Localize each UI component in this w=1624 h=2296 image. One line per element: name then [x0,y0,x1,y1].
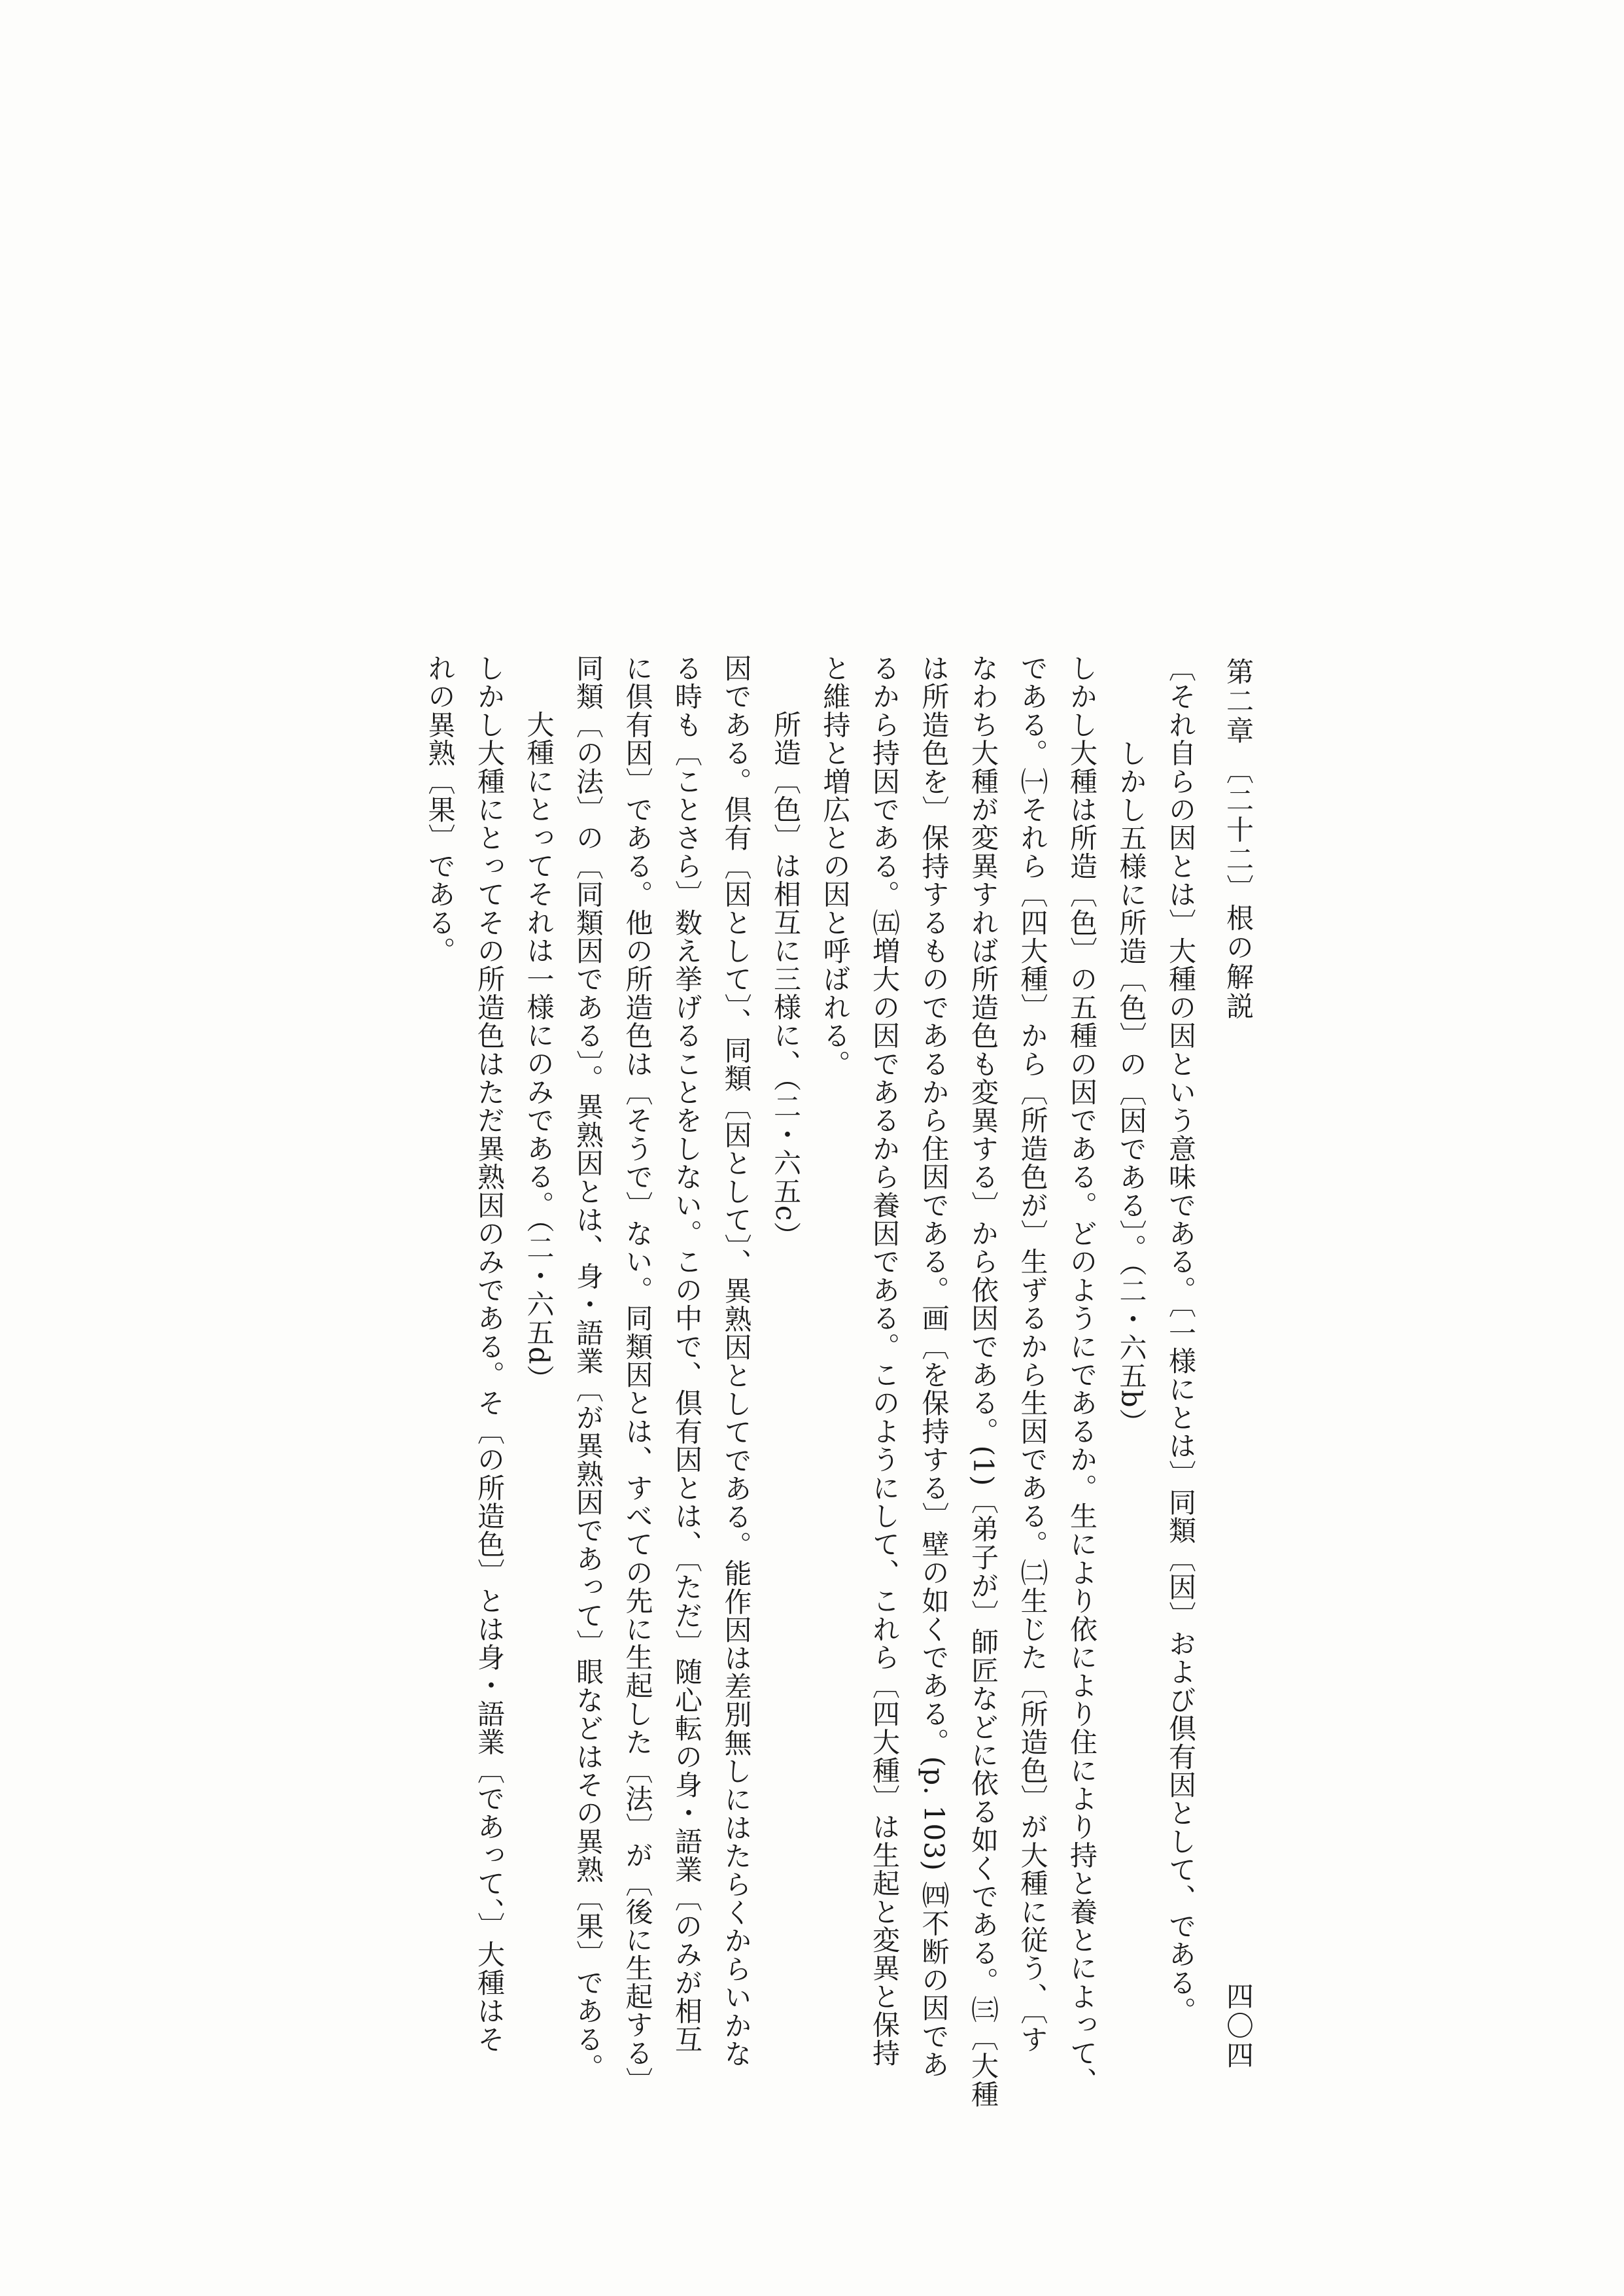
text-column: 因である。倶有〔因として〕、同類〔因として〕、異熟因としてである。能作因は差別無しにはたらくからいかな [720,654,753,2068]
verse-line: しかし五様に所造〔色〕の〔因である〕。（二・六五b） [1115,739,1148,1437]
text-column: である。㈠それら〔四大種〕から〔所造色が〕生ずるから生因である。㈡生じた〔所造色〕が大種に従う、〔す [1016,654,1049,2053]
text-column: しかし大種は所造〔色〕の五種の因である。どのようにであるか。生により依により住により持と養とによって、 [1066,654,1098,2096]
verse-line: 所造〔色〕は相互に三様に、（二・六五c） [770,710,802,1250]
text-column: は所造色を〕保持するものであるから住因である。画〔を保持する〕壁の如くである。(p. 103) ㈣不断の因であ [918,654,950,2079]
text-column: れの異熟〔果〕である。 [424,654,457,965]
text-column: 〔それ自らの因とは〕大種の因という意味である。〔一様にとは〕同類〔因〕および倶有因として、である。 [1165,654,1197,2025]
text-column: る時も〔ことさら〕数え挙げることをしない。この中で、倶有因とは、〔ただ〕随心転の身・語業〔のみが相互 [671,654,703,2053]
text-column: るから持因である。㈤増大の因であるから養因である。このようにして、これら〔四大種〕は生起と変異と保持 [869,654,901,2067]
chapter-title: 第二章 〔二十二〕根の解説 [1222,657,1254,1022]
body-text [415,654,1205,2109]
text-column: に倶有因〕である。他の所造色は〔そうで〕ない。同類因とは、すべての先に生起した〔法〕が〔後に生起する〕 [621,654,654,2096]
text-column: と維持と増広との因と呼ばれる。 [819,654,852,1078]
text-column: なわち大種が変異すれば所造色も変異する〕から依因である。(1)〔弟子が〕師匠などに依る如くである。㈢〔大種 [967,654,999,2109]
page-number: 四〇四 [1222,1982,1254,2070]
text-column: 同類〔の法〕の〔同類因である〕。異熟因とは、身・語業〔が異熟因であって〕眼などはその異熟〔果〕である。 [572,654,604,2082]
running-head [1218,657,1258,2070]
verse-line: 大種にとってそれは一様にのみである。（二・六五d） [523,710,555,1393]
text-column: しかし大種にとってその所造色はただ異熟因のみである。そ〔の所造色〕とは身・語業〔であって、〕大種はそ [474,654,506,2053]
